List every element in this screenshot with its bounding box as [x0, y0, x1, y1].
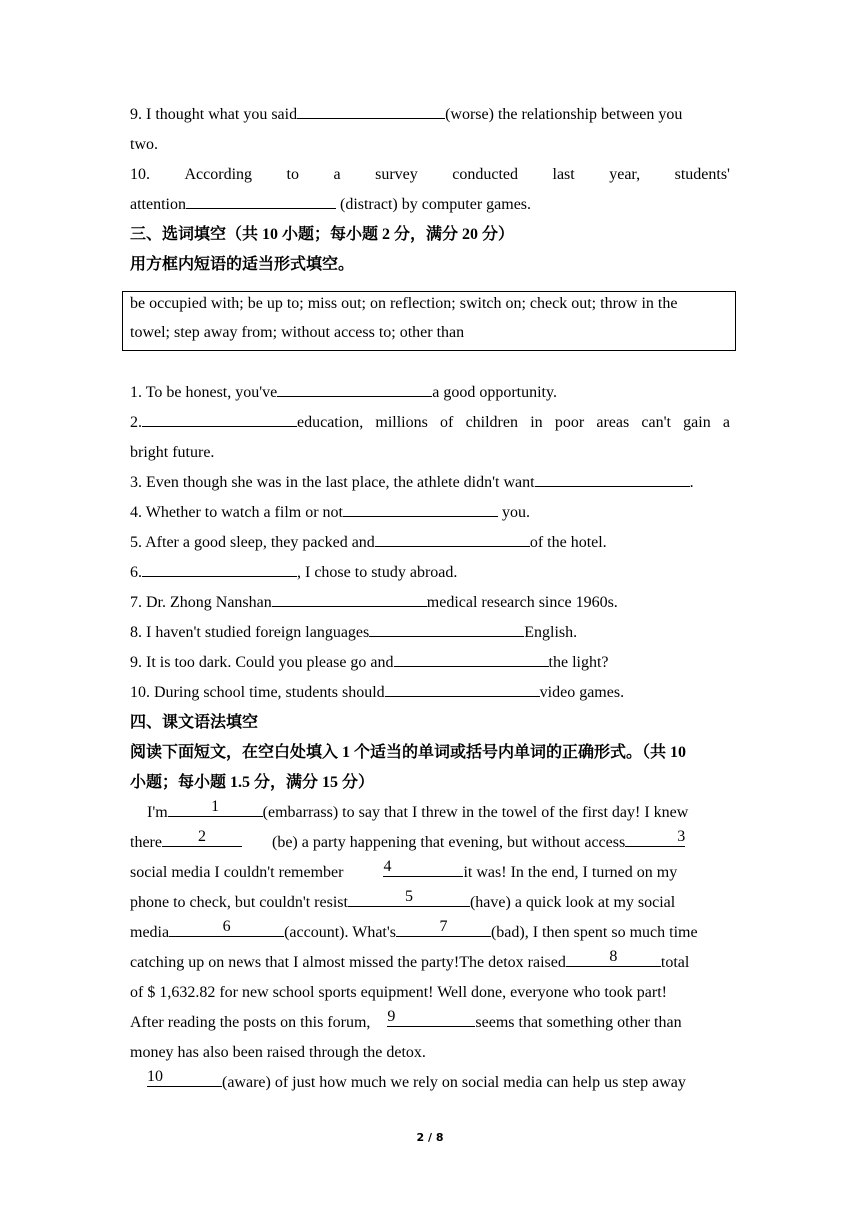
answer-blank[interactable]	[297, 100, 445, 119]
question-word: conducted	[452, 166, 518, 183]
passage-blank[interactable]: 9	[387, 1008, 475, 1027]
passage-line: there 2 (be) a party happening that evening, but without access 3	[130, 828, 686, 851]
answer-blank[interactable]	[142, 558, 297, 577]
section-heading: 三、选词填空（共 10 小题；每小题 2 分，满分 20 分）	[130, 226, 515, 243]
question-word: a	[333, 166, 341, 183]
question-text: 9. I thought what you said	[130, 106, 298, 123]
question-line: 8. I haven't studied foreign languages English.	[130, 618, 730, 648]
question-line: 3. Even though she was in the last place, the athlete didn't want .	[130, 468, 730, 498]
page-content	[130, 100, 730, 280]
passage-line: catching up on news that I almost missed the party!The detox raised 8 total	[130, 948, 690, 971]
section-instruction: 阅读下面短文，在空白处填入 1 个适当的单词或括号内单词的正确形式。（共 10	[130, 744, 687, 761]
question-line	[130, 160, 730, 190]
passage-blank[interactable]: 5	[348, 888, 470, 907]
passage-blank[interactable]: 6	[169, 918, 284, 937]
word-bank-line: be occupied with; be up to; miss out; on reflection; switch on; check out; throw in the	[130, 295, 678, 312]
question-line: 4. Whether to watch a film or not you.	[130, 498, 730, 528]
passage-blank[interactable]: 4	[383, 858, 463, 877]
question-word: students'	[674, 166, 730, 183]
section-instruction: 用方框内短语的适当形式填空。	[130, 256, 355, 273]
question-word: survey	[375, 166, 418, 183]
passage-line: I'm 1 (embarrass) to say that I threw in the towel of the first day! I knew	[147, 798, 689, 821]
question-word: year,	[609, 166, 641, 183]
passage-line: social media I couldn't remember 4 it was! In the end, I turned on my	[130, 858, 678, 881]
page-number: 2 / 8	[416, 1131, 444, 1144]
passage-blank[interactable]: 7	[396, 918, 491, 937]
passage-line: media 6 (account). What's 7 (bad), I then spent so much time	[130, 918, 698, 941]
answer-blank[interactable]	[272, 588, 427, 607]
question-text: (worse) the relationship between you	[445, 106, 683, 123]
question-word: to	[286, 166, 299, 183]
section-instruction: 小题；每小题 1.5 分，满分 15 分）	[130, 774, 375, 791]
passage-line: of $ 1,632.82 for new school sports equipment! Well done, everyone who took part!	[130, 984, 667, 1001]
passage-line: After reading the posts on this forum, 9 seems that something other than	[130, 1008, 682, 1031]
passage-blank[interactable]: 10	[147, 1068, 222, 1087]
question-continuation: two.	[130, 136, 158, 153]
section-heading: 四、课文语法填空	[130, 714, 259, 731]
passage-blank[interactable]: 2	[162, 828, 242, 847]
question-line: 10. During school time, students should video games.	[130, 678, 730, 708]
answer-blank[interactable]	[535, 468, 690, 487]
answer-blank[interactable]	[277, 378, 432, 397]
passage-blank[interactable]: 3	[625, 828, 685, 847]
question-word: last	[552, 166, 575, 183]
question-line: 2. education, millions of children in poor areas can't gain a	[130, 408, 730, 438]
word-bank-line: towel; step away from; without access to; other than	[130, 324, 465, 341]
answer-blank[interactable]	[394, 648, 549, 667]
answer-blank[interactable]	[369, 618, 524, 637]
question-line: 9. It is too dark. Could you please go and the light?	[130, 648, 730, 678]
passage-line: 10 (aware) of just how much we rely on social media can help us step away	[147, 1068, 686, 1091]
answer-blank[interactable]	[343, 498, 498, 517]
question-line: 5. After a good sleep, they packed and of the hotel.	[130, 528, 730, 558]
answer-blank[interactable]	[186, 190, 336, 209]
passage-blank[interactable]: 8	[566, 948, 661, 967]
answer-blank[interactable]	[375, 528, 530, 547]
answer-blank[interactable]	[142, 408, 297, 427]
question-line: 7. Dr. Zhong Nanshan medical research since 1960s.	[130, 588, 730, 618]
question-continuation: bright future.	[130, 444, 215, 461]
question-line: 6. , I chose to study abroad.	[130, 558, 730, 588]
word-bank-box	[122, 291, 736, 351]
question-line: 1. To be honest, you've a good opportunity.	[130, 378, 730, 408]
passage-blank[interactable]: 1	[168, 798, 263, 817]
question-line: attention (distract) by computer games.	[130, 190, 730, 220]
answer-blank[interactable]	[385, 678, 540, 697]
question-line	[130, 100, 730, 130]
passage-line: money has also been raised through the detox.	[130, 1044, 426, 1061]
question-word: According	[184, 166, 253, 183]
passage-line: phone to check, but couldn't resist 5 (have) a quick look at my social	[130, 888, 676, 911]
section3-questions	[130, 378, 730, 1098]
question-word: 10.	[130, 166, 150, 183]
